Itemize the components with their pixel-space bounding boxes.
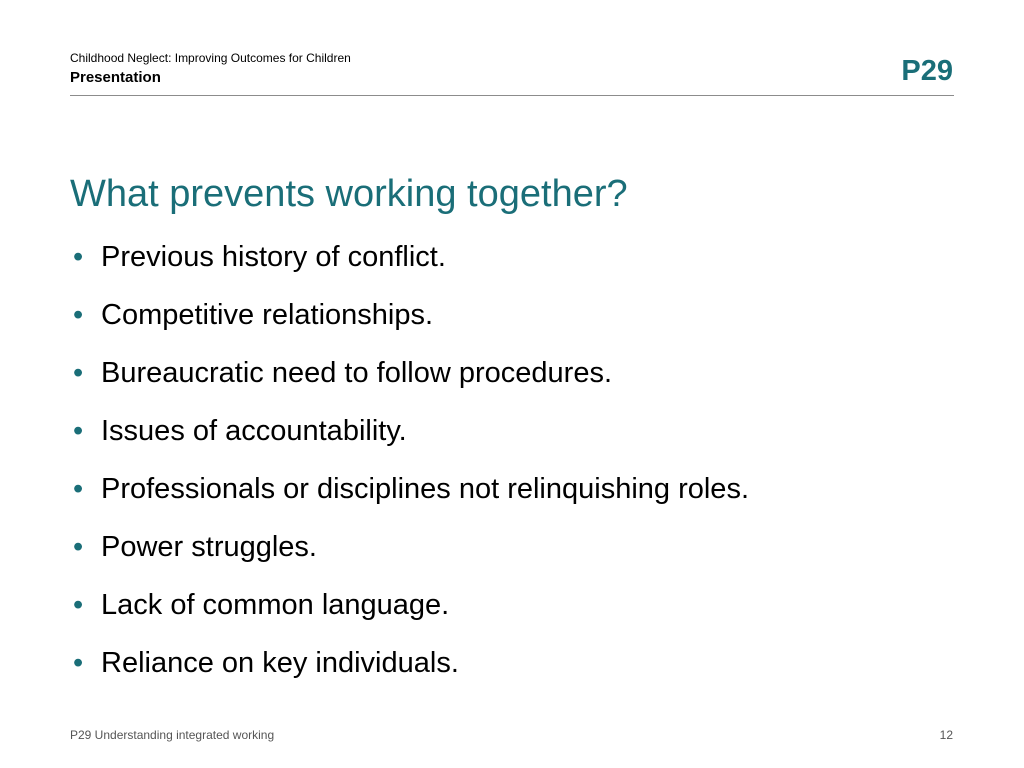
bullet-item	[70, 643, 749, 701]
bullet-item	[70, 585, 749, 643]
bullet-dot-icon: •	[73, 589, 84, 621]
bullet-text: Issues of accountability.	[101, 415, 407, 447]
bullet-dot-icon: •	[73, 299, 84, 331]
course-title: Childhood Neglect: Improving Outcomes for Children	[70, 51, 351, 65]
bullet-dot-icon: •	[73, 531, 84, 563]
bullet-text: Previous history of conflict.	[101, 241, 446, 273]
section-label: Presentation	[70, 69, 161, 86]
bullet-text: Reliance on key individuals.	[101, 647, 459, 679]
bullet-item	[70, 295, 749, 353]
page-number: 12	[939, 728, 953, 742]
bullet-dot-icon: •	[73, 241, 84, 273]
footer-text: P29 Understanding integrated working	[70, 728, 275, 742]
bullet-item	[70, 353, 749, 411]
bullet-list	[70, 237, 749, 701]
header-divider	[70, 95, 954, 96]
bullet-item	[70, 237, 749, 295]
bullet-dot-icon: •	[73, 415, 84, 447]
slide-code: P29	[901, 55, 953, 87]
bullet-text: Professionals or disciplines not relinquishing roles.	[101, 473, 749, 505]
bullet-text: Bureaucratic need to follow procedures.	[101, 357, 613, 389]
bullet-item	[70, 411, 749, 469]
bullet-dot-icon: •	[73, 357, 84, 389]
bullet-text: Power struggles.	[101, 531, 317, 563]
bullet-dot-icon: •	[73, 473, 84, 505]
bullet-text: Lack of common language.	[101, 589, 450, 621]
bullet-dot-icon: •	[73, 647, 84, 679]
bullet-text: Competitive relationships.	[101, 299, 434, 331]
slide-title: What prevents working together?	[70, 173, 628, 215]
bullet-item	[70, 469, 749, 527]
bullet-item	[70, 527, 749, 585]
